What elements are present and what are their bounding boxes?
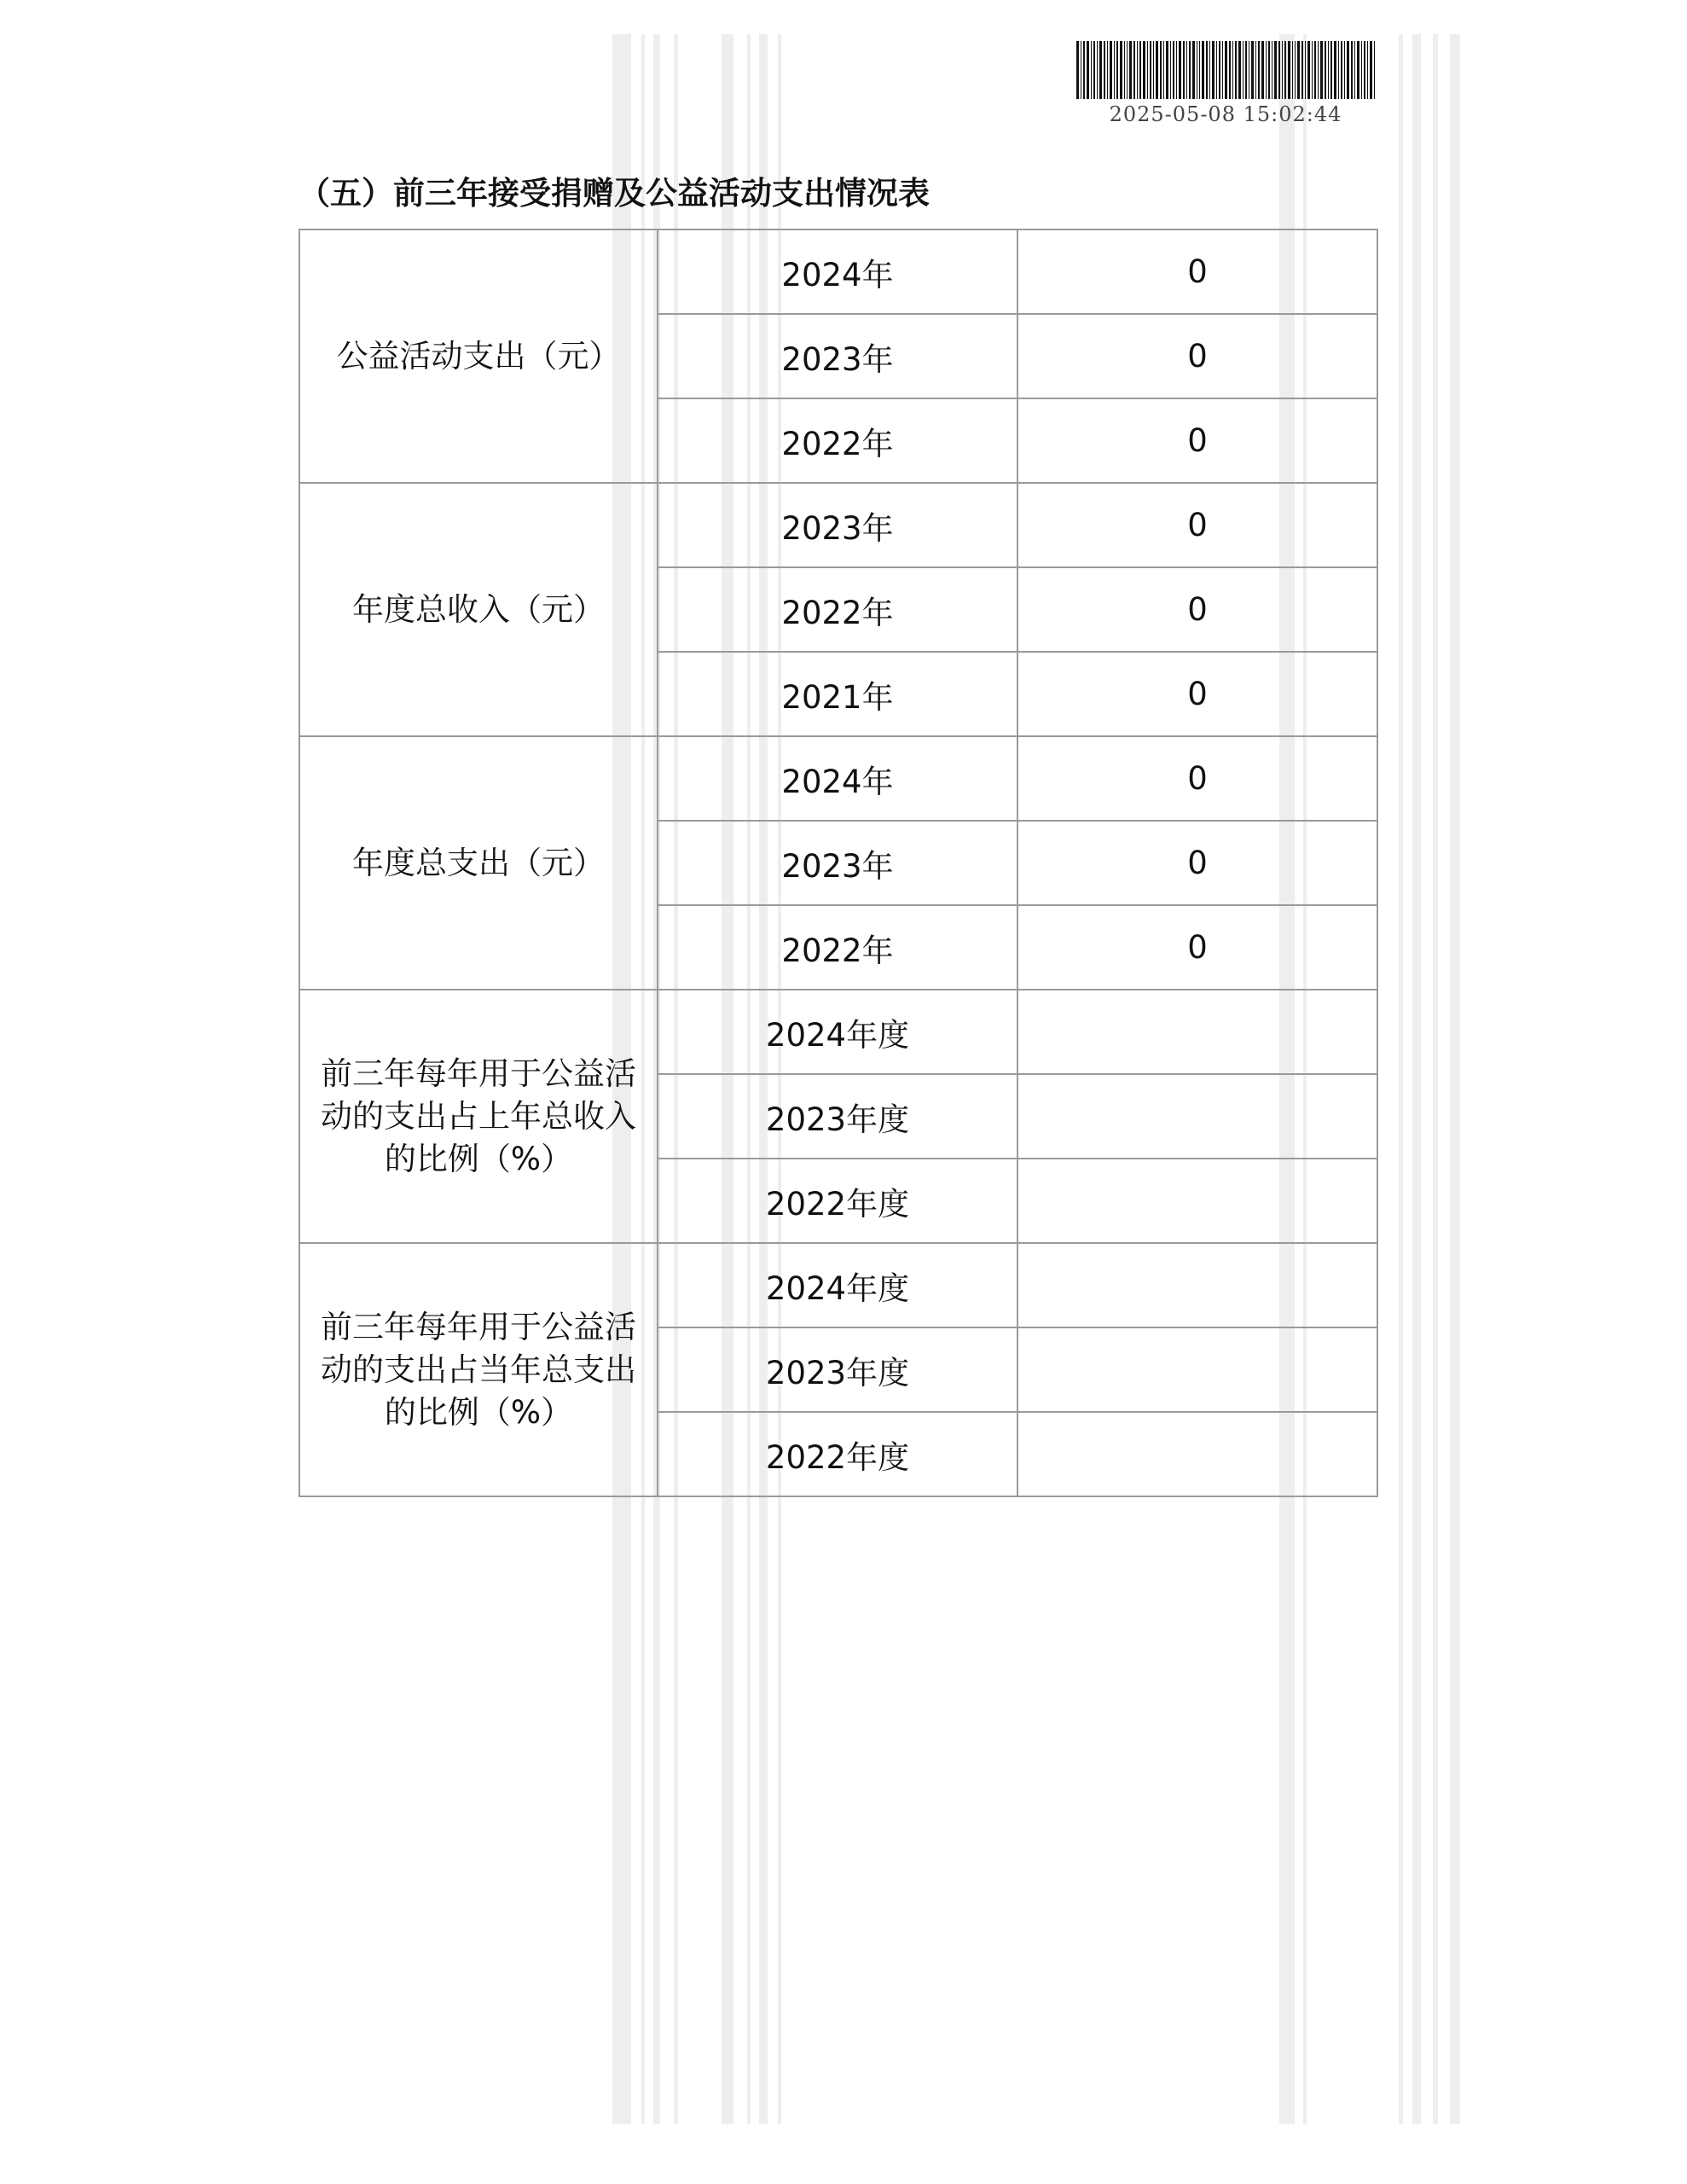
- year-cell: 2022年: [658, 905, 1017, 990]
- row-group-label-line: 年度总收入（元）: [352, 590, 605, 628]
- value-cell: 0: [1017, 314, 1377, 398]
- year-cell: 2024年: [658, 736, 1017, 821]
- value-cell: [1017, 990, 1377, 1074]
- row-group-label-line: 公益活动支出（元）: [336, 337, 621, 375]
- value-cell: 0: [1017, 736, 1377, 821]
- row-group-label: [299, 990, 658, 1243]
- row-group-label-line: 年度总支出（元）: [352, 844, 605, 881]
- year-cell: 2024年度: [658, 990, 1017, 1074]
- year-cell: 2023年度: [658, 1327, 1017, 1412]
- table-row: [299, 990, 1377, 1074]
- value-cell: 0: [1017, 229, 1377, 314]
- donation-expense-table: [299, 229, 1378, 1497]
- year-cell: 2022年度: [658, 1159, 1017, 1243]
- value-cell: [1017, 1327, 1377, 1412]
- row-group-label: [299, 229, 658, 483]
- value-cell: 0: [1017, 652, 1377, 736]
- year-cell: 2022年: [658, 567, 1017, 652]
- year-cell: 2022年: [658, 398, 1017, 483]
- value-cell: [1017, 1159, 1377, 1243]
- row-group-label-line: 前三年每年用于公益活: [321, 1308, 636, 1345]
- row-group-label: [299, 736, 658, 990]
- table-row: [299, 736, 1377, 821]
- value-cell: [1017, 1074, 1377, 1159]
- table-row: [299, 1243, 1377, 1327]
- barcode-timestamp: 2025-05-08 15:02:44: [1109, 102, 1342, 126]
- year-cell: 2023年: [658, 821, 1017, 905]
- row-group-label-line: 前三年每年用于公益活: [321, 1054, 636, 1092]
- year-cell: 2023年度: [658, 1074, 1017, 1159]
- value-cell: 0: [1017, 483, 1377, 567]
- value-cell: 0: [1017, 821, 1377, 905]
- row-group-label-line: 动的支出占当年总支出: [321, 1350, 636, 1388]
- value-cell: [1017, 1412, 1377, 1496]
- value-cell: 0: [1017, 567, 1377, 652]
- year-cell: 2024年度: [658, 1243, 1017, 1327]
- year-cell: 2024年: [658, 229, 1017, 314]
- value-cell: 0: [1017, 905, 1377, 990]
- year-cell: 2023年: [658, 314, 1017, 398]
- barcode-block: [1076, 41, 1375, 126]
- row-group-label: [299, 483, 658, 736]
- row-group-label-line: 的比例（%）: [384, 1393, 573, 1431]
- value-cell: [1017, 1243, 1377, 1327]
- year-cell: 2023年: [658, 483, 1017, 567]
- table-row: [299, 229, 1377, 314]
- value-cell: 0: [1017, 398, 1377, 483]
- row-group-label: [299, 1243, 658, 1496]
- barcode: [1076, 41, 1375, 99]
- table-row: [299, 483, 1377, 567]
- row-group-label-line: 的比例（%）: [384, 1140, 573, 1177]
- row-group-label-line: 动的支出占上年总收入: [321, 1097, 636, 1135]
- year-cell: 2022年度: [658, 1412, 1017, 1496]
- year-cell: 2021年: [658, 652, 1017, 736]
- section-title: （五）前三年接受捐赠及公益活动支出情况表: [299, 175, 930, 212]
